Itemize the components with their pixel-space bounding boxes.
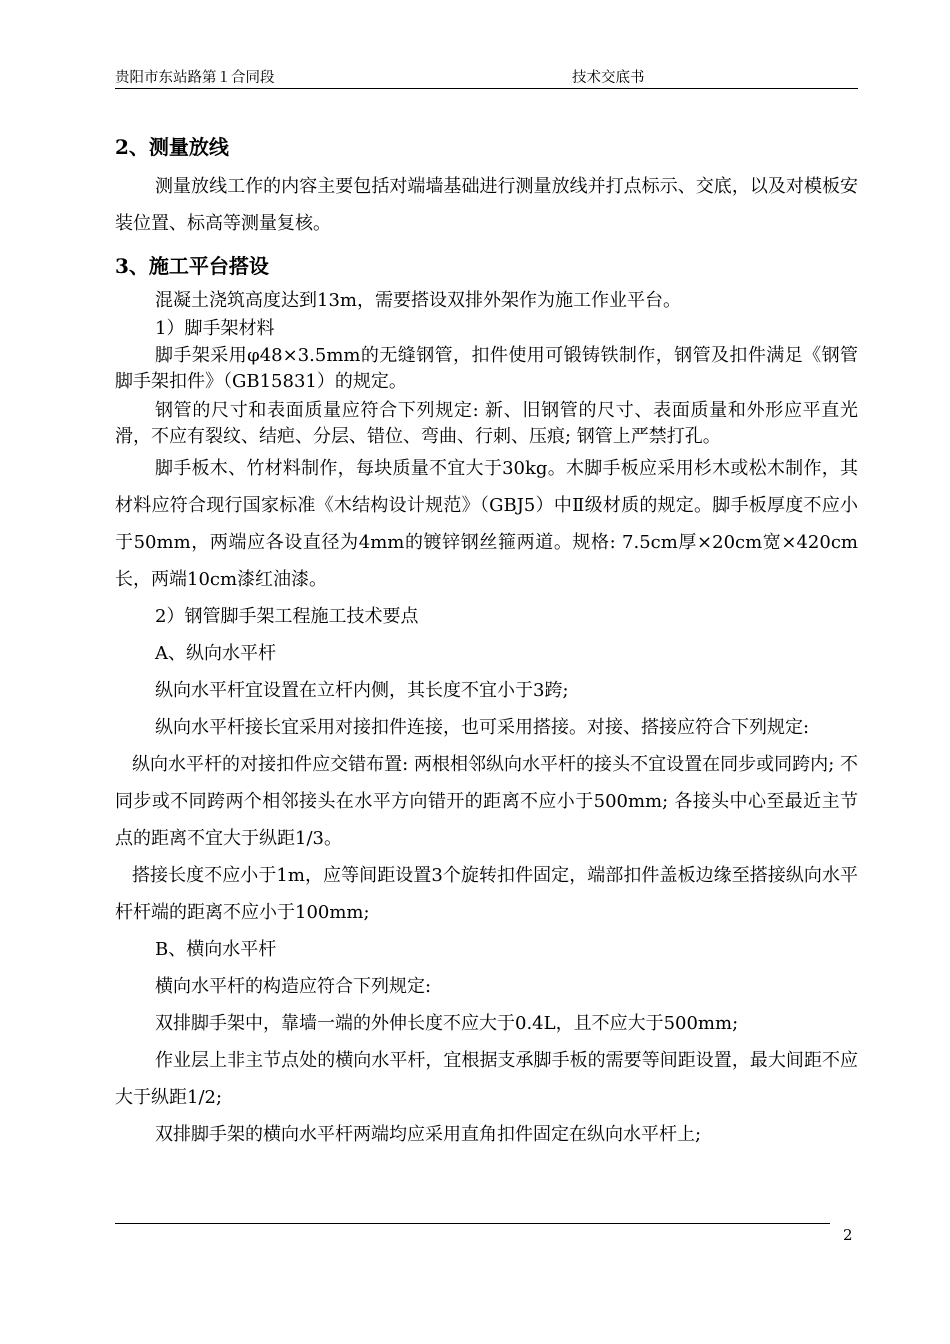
subheading: A、纵向水平杆 bbox=[155, 643, 276, 664]
header-doc-type: 技术交底书 bbox=[572, 70, 645, 86]
paragraph: 纵向水平杆接长宜采用对接扣件连接，也可采用搭接。对接、搭接应符合下列规定: bbox=[155, 717, 810, 738]
footer-divider bbox=[115, 1223, 830, 1224]
paragraph: 纵向水平杆宜设置在立杆内侧，其长度不宜小于3跨; bbox=[155, 680, 569, 701]
section-2-heading: 2、测量放线 bbox=[115, 135, 229, 159]
paragraph: 测量放线工作的内容主要包括对端墙基础进行测量放线并打点标示、交底，以及对模板安装位置、标高等测量复核。 bbox=[115, 176, 858, 234]
subheading: 1）脚手架材料 bbox=[155, 318, 275, 339]
page-number: 2 bbox=[843, 1226, 853, 1244]
paragraph: 搭接长度不应小于1m，应等间距设置3个旋转扣件固定，端部扣件盖板边缘至搭接纵向水平杆杆端的距离不应小于100mm; bbox=[115, 865, 858, 923]
subheading: B、横向水平杆 bbox=[155, 939, 277, 960]
paragraph: 横向水平杆的构造应符合下列规定: bbox=[155, 976, 432, 997]
paragraph: 混凝土浇筑高度达到13m，需要搭设双排外架作为施工作业平台。 bbox=[155, 290, 681, 311]
section-3-heading: 3、施工平台搭设 bbox=[115, 254, 269, 278]
paragraph: 作业层上非主节点处的横向水平杆，宜根据支承脚手板的需要等间距设置，最大间距不应大于纵距1/2; bbox=[115, 1050, 858, 1108]
header-project-name: 贵阳市东站路第１合同段 bbox=[115, 70, 275, 86]
paragraph: 双排脚手架的横向水平杆两端均应采用直角扣件固定在纵向水平杆上; bbox=[155, 1124, 702, 1145]
page-header bbox=[115, 62, 858, 89]
paragraph: 钢管的尺寸和表面质量应符合下列规定: 新、旧钢管的尺寸、表面质量和外形应平直光滑，不应有裂纹、结疤、分层、错位、弯曲、行刺、压痕; 钢管上严禁打孔。 bbox=[115, 400, 858, 447]
paragraph: 脚手板木、竹材料制作，每块质量不宜大于30kg。木脚手板应采用杉木或松木制作，其材料应符合现行国家标准《木结构设计规范》（GBJ5）中Ⅱ级材质的规定。脚手板厚度不应小于50mm，两端应各设直径为4mm的镀锌钢丝箍两道。规格: 7.5cm厚×20cm宽×420cm长，两端10cm漆红油漆。 bbox=[115, 458, 858, 590]
subheading: 2）钢管脚手架工程施工技术要点 bbox=[155, 606, 419, 627]
document-body bbox=[115, 126, 858, 1153]
paragraph: 脚手架采用φ48×3.5mm的无缝钢管，扣件使用可锻铸铁制作，钢管及扣件满足《钢管脚手架扣件》（GB15831）的规定。 bbox=[115, 345, 858, 392]
paragraph: 纵向水平杆的对接扣件应交错布置: 两根相邻纵向水平杆的接头不宜设置在同步或同跨内; 不同步或不同跨两个相邻接头在水平方向错开的距离不应小于500mm; 各接头中心至最近主节点的距离不宜大于纵距1/3。 bbox=[115, 754, 858, 849]
paragraph: 双排脚手架中，靠墙一端的外伸长度不应大于0.4L，且不应大于500mm; bbox=[155, 1013, 739, 1034]
